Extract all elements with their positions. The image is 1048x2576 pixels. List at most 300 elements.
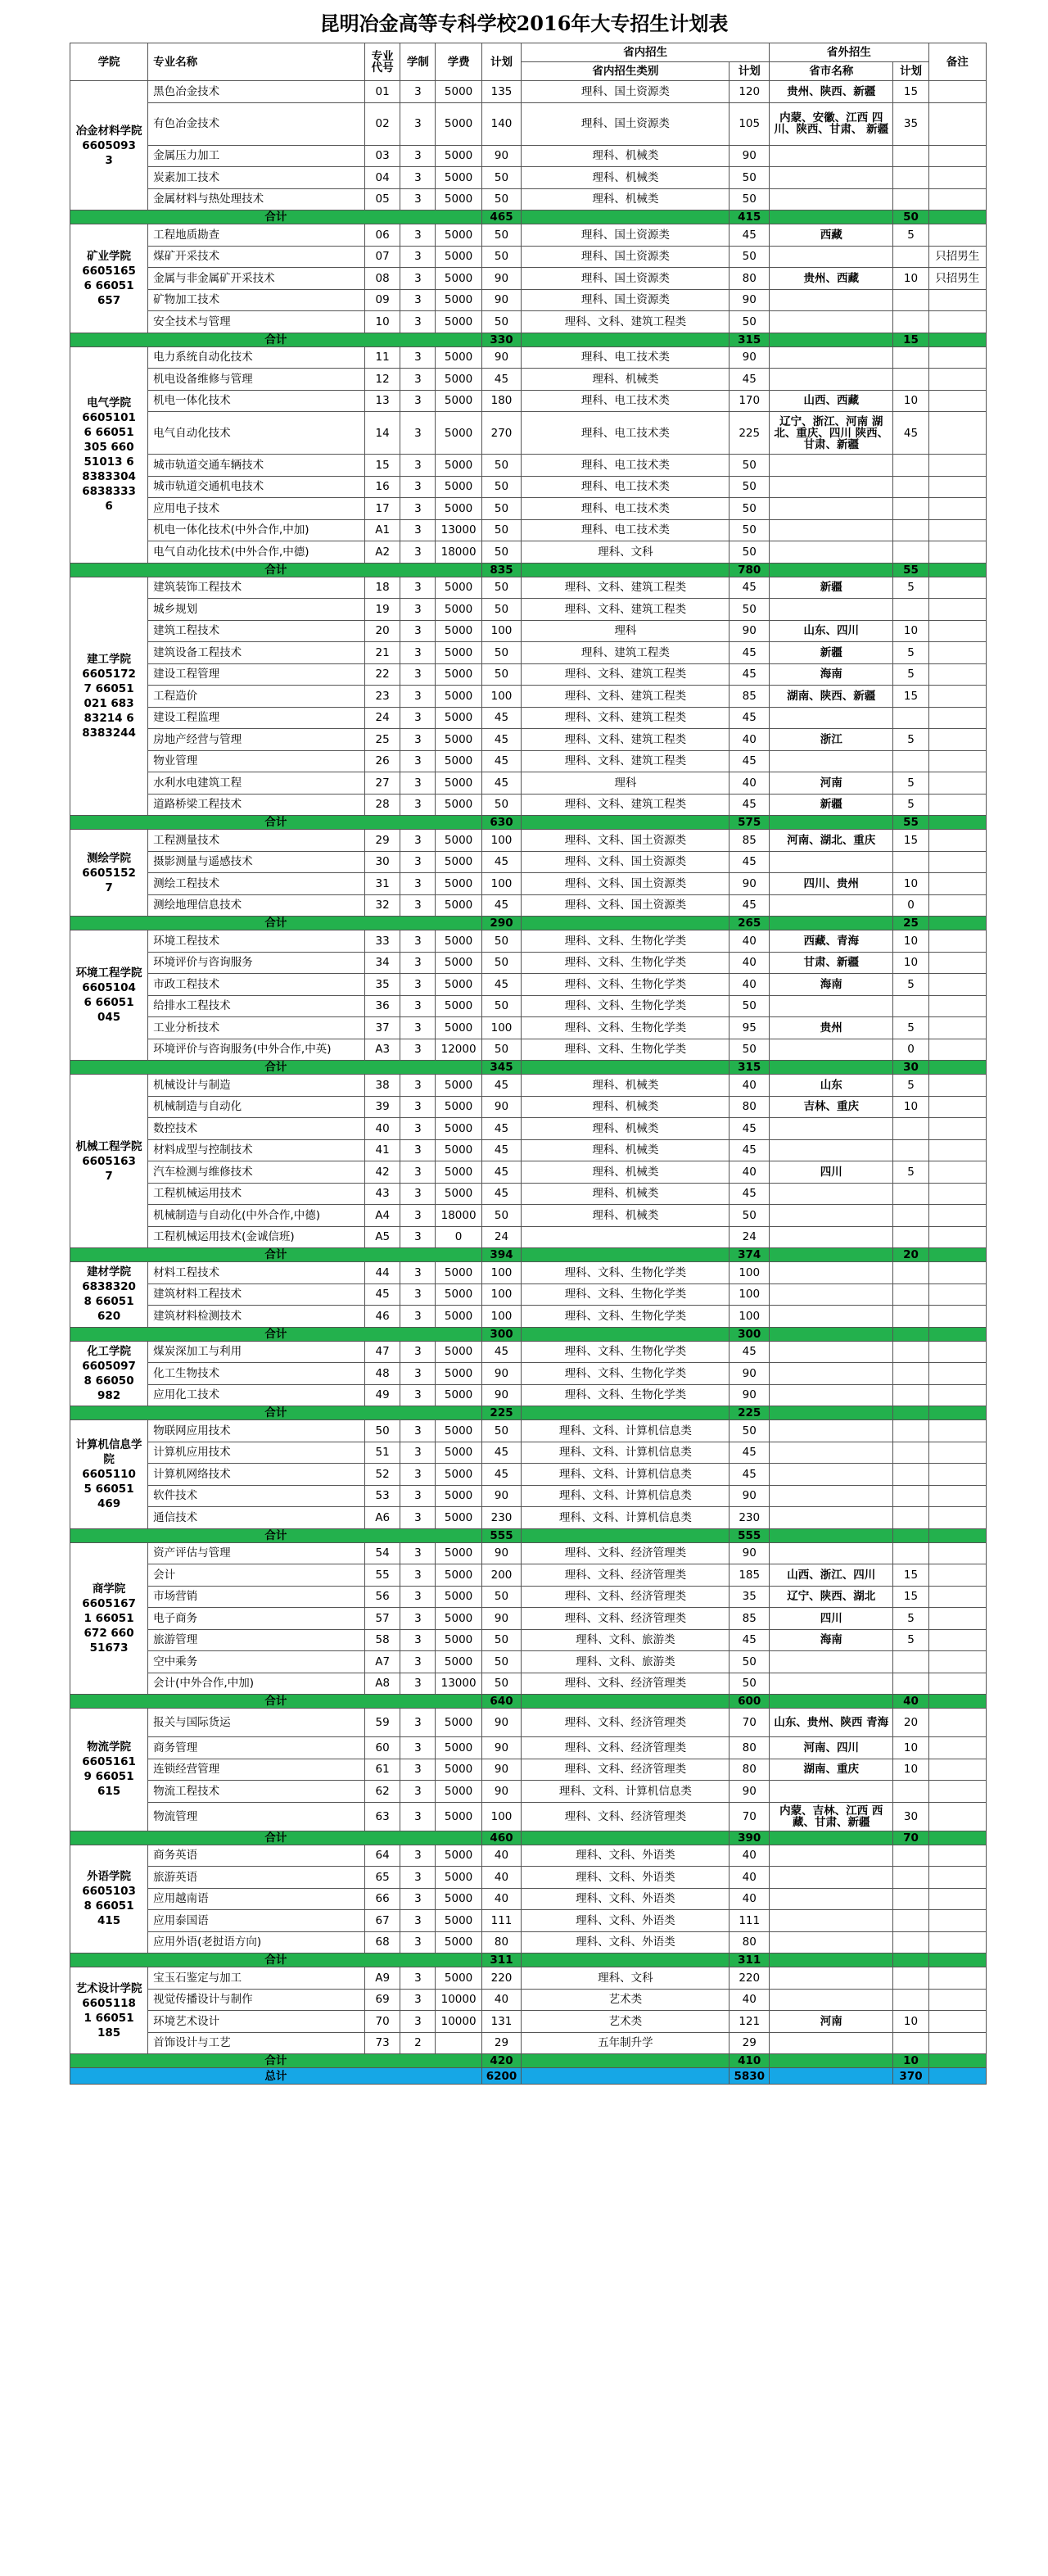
in-province-category: 理科、文科、建筑工程类 xyxy=(522,599,730,621)
major-name: 计算机应用技术 xyxy=(148,1442,365,1464)
out-province-plan xyxy=(893,188,928,211)
table-row xyxy=(70,519,987,541)
out-province-plan xyxy=(893,1485,928,1507)
out-province-plan xyxy=(893,1118,928,1140)
major-code: 32 xyxy=(365,894,400,917)
in-province-category: 理科、电工技术类 xyxy=(522,519,730,541)
in-province-plan: 121 xyxy=(730,2011,770,2033)
out-province-names xyxy=(770,1420,893,1442)
out-province-plan xyxy=(893,1384,928,1406)
out-province-names xyxy=(770,1283,893,1306)
table-row xyxy=(70,1888,987,1910)
total-blank xyxy=(770,2068,893,2085)
study-years: 3 xyxy=(400,952,436,974)
plan-total: 90 xyxy=(481,1485,522,1507)
college-phone: 66051016 66051305 66051013 68383304 68383336 xyxy=(82,411,136,513)
in-province-category: 理科、文科、生物化学类 xyxy=(522,1384,730,1406)
study-years: 3 xyxy=(400,1283,436,1306)
table-row xyxy=(70,268,987,290)
table-row xyxy=(70,1608,987,1630)
major-code: 53 xyxy=(365,1485,400,1507)
plan-total: 40 xyxy=(481,1845,522,1867)
major-name: 视觉传播设计与制作 xyxy=(148,1989,365,2011)
study-years: 3 xyxy=(400,1608,436,1630)
study-years: 3 xyxy=(400,455,436,477)
table-row xyxy=(70,1039,987,1061)
header-out-province-plan: 计划 xyxy=(893,62,928,81)
study-years: 3 xyxy=(400,1442,436,1464)
out-province-plan: 5 xyxy=(893,1075,928,1097)
plan-total: 80 xyxy=(481,1931,522,1954)
college-phone: 66051619 66051615 xyxy=(82,1755,136,1799)
in-province-category: 理科、文科、生物化学类 xyxy=(522,1306,730,1328)
subtotal-in-province: 315 xyxy=(730,1061,770,1075)
study-years: 3 xyxy=(400,246,436,268)
plan-total: 270 xyxy=(481,412,522,455)
plan-total: 45 xyxy=(481,1161,522,1184)
subtotal-label: 合计 xyxy=(70,1406,482,1420)
note-cell xyxy=(928,311,986,333)
in-province-plan: 40 xyxy=(730,1161,770,1184)
subtotal-row xyxy=(70,1061,987,1075)
subtotal-blank xyxy=(522,1327,730,1341)
note-cell xyxy=(928,974,986,996)
study-years: 3 xyxy=(400,1759,436,1781)
major-code: A4 xyxy=(365,1205,400,1227)
subtotal-blank xyxy=(928,816,986,830)
subtotal-blank xyxy=(928,1831,986,1845)
in-province-category: 理科、文科、外语类 xyxy=(522,1888,730,1910)
plan-total: 45 xyxy=(481,729,522,751)
out-province-plan: 5 xyxy=(893,1161,928,1184)
study-years: 3 xyxy=(400,224,436,247)
major-code: 73 xyxy=(365,2032,400,2054)
subtotal-plan: 640 xyxy=(481,1695,522,1709)
plan-total: 50 xyxy=(481,1673,522,1695)
major-name: 建筑材料工程技术 xyxy=(148,1283,365,1306)
note-cell xyxy=(928,81,986,103)
note-cell xyxy=(928,390,986,412)
out-province-names xyxy=(770,1931,893,1954)
in-province-plan: 45 xyxy=(730,663,770,686)
out-province-names xyxy=(770,246,893,268)
major-name: 物流工程技术 xyxy=(148,1781,365,1803)
subtotal-row xyxy=(70,333,987,346)
subtotal-plan: 555 xyxy=(481,1528,522,1542)
major-code: 13 xyxy=(365,390,400,412)
subtotal-in-province: 265 xyxy=(730,917,770,930)
tuition-fee: 5000 xyxy=(436,1651,481,1673)
major-code: 15 xyxy=(365,455,400,477)
plan-total: 90 xyxy=(481,346,522,369)
subtotal-out-province: 30 xyxy=(893,1061,928,1075)
out-province-plan: 15 xyxy=(893,1586,928,1608)
note-cell xyxy=(928,1586,986,1608)
in-province-plan: 50 xyxy=(730,541,770,564)
subtotal-in-province: 410 xyxy=(730,2054,770,2068)
note-cell xyxy=(928,455,986,477)
study-years: 3 xyxy=(400,830,436,852)
subtotal-blank xyxy=(928,917,986,930)
note-cell xyxy=(928,1183,986,1205)
out-province-plan: 10 xyxy=(893,390,928,412)
header-fee: 学费 xyxy=(436,43,481,81)
college-name: 测绘学院 xyxy=(87,851,132,865)
major-code: 23 xyxy=(365,686,400,708)
out-province-names: 湖南、重庆 xyxy=(770,1759,893,1781)
college-name: 建材学院 xyxy=(87,1265,132,1279)
note-cell xyxy=(928,599,986,621)
tuition-fee: 5000 xyxy=(436,750,481,772)
in-province-plan: 45 xyxy=(730,1139,770,1161)
out-province-plan xyxy=(893,519,928,541)
table-row xyxy=(70,1867,987,1889)
major-code: 67 xyxy=(365,1910,400,1932)
tuition-fee: 5000 xyxy=(436,930,481,953)
subtotal-blank xyxy=(770,211,893,224)
major-code: 34 xyxy=(365,952,400,974)
plan-total: 24 xyxy=(481,1226,522,1248)
in-province-plan: 45 xyxy=(730,894,770,917)
table-row xyxy=(70,1931,987,1954)
subtotal-in-province: 225 xyxy=(730,1406,770,1420)
plan-total: 90 xyxy=(481,1737,522,1759)
out-province-plan: 10 xyxy=(893,930,928,953)
table-row xyxy=(70,224,987,247)
in-province-category: 理科、文科、生物化学类 xyxy=(522,1283,730,1306)
in-province-category: 理科、文科、建筑工程类 xyxy=(522,577,730,599)
major-name: 给排水工程技术 xyxy=(148,995,365,1017)
study-years: 3 xyxy=(400,974,436,996)
major-code: 33 xyxy=(365,930,400,953)
study-years: 3 xyxy=(400,1673,436,1695)
major-name: 软件技术 xyxy=(148,1485,365,1507)
college-phone: 66050933 xyxy=(82,138,136,167)
out-province-plan: 10 xyxy=(893,1096,928,1118)
out-province-plan xyxy=(893,1967,928,1990)
plan-total: 100 xyxy=(481,830,522,852)
college-phone: 68383208 66051620 xyxy=(82,1280,136,1324)
table-row xyxy=(70,1709,987,1737)
subtotal-blank xyxy=(522,211,730,224)
note-cell xyxy=(928,1888,986,1910)
college-name: 机械工程学院 xyxy=(75,1139,142,1153)
table-row xyxy=(70,2011,987,2033)
table-row xyxy=(70,1989,987,2011)
subtotal-blank xyxy=(522,2054,730,2068)
major-code: 06 xyxy=(365,224,400,247)
in-province-plan: 70 xyxy=(730,1709,770,1737)
out-province-names xyxy=(770,167,893,189)
table-row xyxy=(70,498,987,520)
plan-total: 45 xyxy=(481,707,522,729)
major-code: 26 xyxy=(365,750,400,772)
study-years: 3 xyxy=(400,541,436,564)
major-name: 通信技术 xyxy=(148,1507,365,1529)
out-province-names: 山东、贵州、陕西 青海 xyxy=(770,1709,893,1737)
note-cell xyxy=(928,167,986,189)
in-province-category: 理科、文科 xyxy=(522,1967,730,1990)
major-name: 电子商务 xyxy=(148,1608,365,1630)
note-cell xyxy=(928,1910,986,1932)
plan-total: 135 xyxy=(481,81,522,103)
study-years: 3 xyxy=(400,102,436,145)
note-cell xyxy=(928,1737,986,1759)
out-province-names xyxy=(770,2032,893,2054)
college-cell xyxy=(70,1542,148,1695)
subtotal-out-province xyxy=(893,1954,928,1967)
in-province-category: 理科、电工技术类 xyxy=(522,455,730,477)
in-province-category: 理科、文科、生物化学类 xyxy=(522,1262,730,1284)
major-code: 14 xyxy=(365,412,400,455)
in-province-plan: 80 xyxy=(730,1931,770,1954)
in-province-category: 五年制升学 xyxy=(522,2032,730,2054)
major-name: 空中乘务 xyxy=(148,1651,365,1673)
subtotal-blank xyxy=(770,1327,893,1341)
table-row xyxy=(70,620,987,642)
out-province-plan: 10 xyxy=(893,268,928,290)
in-province-plan: 50 xyxy=(730,1039,770,1061)
out-province-plan: 5 xyxy=(893,974,928,996)
study-years: 3 xyxy=(400,1542,436,1564)
study-years: 3 xyxy=(400,1363,436,1385)
study-years: 3 xyxy=(400,1967,436,1990)
subtotal-blank xyxy=(770,917,893,930)
out-province-names xyxy=(770,498,893,520)
note-cell xyxy=(928,1039,986,1061)
header-major: 专业名称 xyxy=(148,43,365,81)
plan-total: 45 xyxy=(481,894,522,917)
college-name: 物流学院 xyxy=(87,1741,132,1754)
major-name: 黑色冶金技术 xyxy=(148,81,365,103)
tuition-fee: 5000 xyxy=(436,102,481,145)
table-row xyxy=(70,1910,987,1932)
tuition-fee: 5000 xyxy=(436,1888,481,1910)
total-out-province: 370 xyxy=(893,2068,928,2085)
subtotal-blank xyxy=(928,1248,986,1262)
tuition-fee: 5000 xyxy=(436,620,481,642)
tuition-fee: 5000 xyxy=(436,1931,481,1954)
college-cell xyxy=(70,1845,148,1954)
in-province-plan: 40 xyxy=(730,772,770,795)
college-phone: 66051181 66051185 xyxy=(82,1996,136,2040)
major-code: A5 xyxy=(365,1226,400,1248)
out-province-plan: 10 xyxy=(893,620,928,642)
in-province-plan: 90 xyxy=(730,620,770,642)
out-province-plan: 30 xyxy=(893,1802,928,1831)
in-province-category: 理科、文科、经济管理类 xyxy=(522,1709,730,1737)
table-row xyxy=(70,1262,987,1284)
plan-total: 90 xyxy=(481,268,522,290)
college-name: 矿业学院 xyxy=(87,249,132,263)
study-years: 3 xyxy=(400,476,436,498)
study-years: 3 xyxy=(400,995,436,1017)
note-cell xyxy=(928,1262,986,1284)
major-name: 建筑装饰工程技术 xyxy=(148,577,365,599)
subtotal-label: 合计 xyxy=(70,1061,482,1075)
major-name: 建筑设备工程技术 xyxy=(148,642,365,664)
in-province-category: 理科、文科、计算机信息类 xyxy=(522,1442,730,1464)
major-name: 应用外语(老挝语方向) xyxy=(148,1931,365,1954)
major-code: 08 xyxy=(365,268,400,290)
major-name: 摄影测量与遥感技术 xyxy=(148,851,365,873)
plan-total: 50 xyxy=(481,599,522,621)
header-out-province-names: 省市名称 xyxy=(770,62,893,81)
table-row xyxy=(70,1139,987,1161)
study-years: 3 xyxy=(400,577,436,599)
out-province-plan: 5 xyxy=(893,224,928,247)
subtotal-blank xyxy=(928,1406,986,1420)
tuition-fee: 5000 xyxy=(436,1542,481,1564)
out-province-names xyxy=(770,369,893,391)
in-province-plan: 90 xyxy=(730,1485,770,1507)
in-province-plan: 90 xyxy=(730,873,770,895)
table-row xyxy=(70,1306,987,1328)
table-row xyxy=(70,1586,987,1608)
out-province-plan: 20 xyxy=(893,1709,928,1737)
major-code: 31 xyxy=(365,873,400,895)
major-name: 测绘地理信息技术 xyxy=(148,894,365,917)
table-row xyxy=(70,346,987,369)
table-row xyxy=(70,830,987,852)
subtotal-in-province: 390 xyxy=(730,1831,770,1845)
subtotal-blank xyxy=(770,1061,893,1075)
in-province-category: 理科、文科、旅游类 xyxy=(522,1651,730,1673)
tuition-fee: 5000 xyxy=(436,188,481,211)
subtotal-row xyxy=(70,1406,987,1420)
plan-total: 45 xyxy=(481,1183,522,1205)
in-province-category: 理科、文科、计算机信息类 xyxy=(522,1464,730,1486)
plan-total: 50 xyxy=(481,167,522,189)
study-years: 3 xyxy=(400,1651,436,1673)
in-province-plan: 90 xyxy=(730,1542,770,1564)
in-province-plan: 120 xyxy=(730,81,770,103)
plan-total: 100 xyxy=(481,1306,522,1328)
major-code: 48 xyxy=(365,1363,400,1385)
plan-total: 50 xyxy=(481,455,522,477)
plan-total: 45 xyxy=(481,1075,522,1097)
study-years: 3 xyxy=(400,1306,436,1328)
out-province-plan: 15 xyxy=(893,1564,928,1587)
plan-total: 100 xyxy=(481,1802,522,1831)
in-province-category: 理科、文科、经济管理类 xyxy=(522,1737,730,1759)
college-cell xyxy=(70,81,148,211)
in-province-category xyxy=(522,1226,730,1248)
tuition-fee: 13000 xyxy=(436,519,481,541)
major-code: 59 xyxy=(365,1709,400,1737)
out-province-plan xyxy=(893,1226,928,1248)
in-province-category: 理科、文科、经济管理类 xyxy=(522,1759,730,1781)
out-province-names xyxy=(770,188,893,211)
out-province-names: 四川 xyxy=(770,1161,893,1184)
major-code: 62 xyxy=(365,1781,400,1803)
table-row xyxy=(70,1118,987,1140)
plan-total: 90 xyxy=(481,145,522,167)
out-province-names: 四川 xyxy=(770,1608,893,1630)
tuition-fee: 5000 xyxy=(436,642,481,664)
major-name: 炭素加工技术 xyxy=(148,167,365,189)
college-phone: 66051637 xyxy=(82,1154,136,1183)
in-province-plan: 100 xyxy=(730,1262,770,1284)
plan-total: 45 xyxy=(481,1341,522,1363)
plan-total: 40 xyxy=(481,1867,522,1889)
major-code: A1 xyxy=(365,519,400,541)
plan-total: 45 xyxy=(481,1139,522,1161)
study-years: 3 xyxy=(400,498,436,520)
subtotal-in-province: 315 xyxy=(730,333,770,346)
subtotal-blank xyxy=(522,1954,730,1967)
study-years: 3 xyxy=(400,2011,436,2033)
tuition-fee: 5000 xyxy=(436,1017,481,1039)
college-cell xyxy=(70,577,148,816)
study-years: 3 xyxy=(400,268,436,290)
in-province-plan: 45 xyxy=(730,224,770,247)
tuition-fee: 5000 xyxy=(436,995,481,1017)
subtotal-label: 合计 xyxy=(70,1831,482,1845)
out-province-names xyxy=(770,750,893,772)
in-province-category: 理科、文科、计算机信息类 xyxy=(522,1485,730,1507)
tuition-fee: 5000 xyxy=(436,1161,481,1184)
college-cell xyxy=(70,1075,148,1248)
out-province-plan xyxy=(893,1183,928,1205)
subtotal-blank xyxy=(928,333,986,346)
major-code: 28 xyxy=(365,794,400,816)
subtotal-blank xyxy=(928,1954,986,1967)
out-province-plan: 45 xyxy=(893,412,928,455)
out-province-names xyxy=(770,1442,893,1464)
tuition-fee: 5000 xyxy=(436,167,481,189)
plan-total: 200 xyxy=(481,1564,522,1587)
plan-total: 180 xyxy=(481,390,522,412)
major-name: 会计(中外合作,中加) xyxy=(148,1673,365,1695)
note-cell xyxy=(928,2032,986,2054)
plan-total: 50 xyxy=(481,1420,522,1442)
in-province-category: 理科、文科、国土资源类 xyxy=(522,851,730,873)
in-province-plan: 50 xyxy=(730,519,770,541)
table-row xyxy=(70,577,987,599)
major-name: 报关与国际货运 xyxy=(148,1709,365,1737)
header-years: 学制 xyxy=(400,43,436,81)
out-province-plan xyxy=(893,498,928,520)
subtotal-blank xyxy=(928,1061,986,1075)
study-years: 3 xyxy=(400,369,436,391)
study-years: 3 xyxy=(400,1118,436,1140)
total-blank xyxy=(928,2068,986,2085)
out-province-names xyxy=(770,1226,893,1248)
out-province-plan: 5 xyxy=(893,1017,928,1039)
college-cell xyxy=(70,830,148,917)
in-province-plan: 40 xyxy=(730,952,770,974)
out-province-plan xyxy=(893,1781,928,1803)
subtotal-row xyxy=(70,1327,987,1341)
in-province-plan: 45 xyxy=(730,851,770,873)
table-row xyxy=(70,599,987,621)
table-row xyxy=(70,1363,987,1385)
major-code: 25 xyxy=(365,729,400,751)
in-province-plan: 85 xyxy=(730,686,770,708)
out-province-plan: 35 xyxy=(893,102,928,145)
note-cell xyxy=(928,1442,986,1464)
tuition-fee: 5000 xyxy=(436,268,481,290)
plan-total: 90 xyxy=(481,1096,522,1118)
major-code: 40 xyxy=(365,1118,400,1140)
study-years: 3 xyxy=(400,1485,436,1507)
major-name: 商务英语 xyxy=(148,1845,365,1867)
subtotal-out-province: 15 xyxy=(893,333,928,346)
in-province-category: 理科、国土资源类 xyxy=(522,224,730,247)
out-province-names: 内蒙、吉林、江西 西藏、甘肃、新疆 xyxy=(770,1802,893,1831)
out-province-plan: 5 xyxy=(893,663,928,686)
